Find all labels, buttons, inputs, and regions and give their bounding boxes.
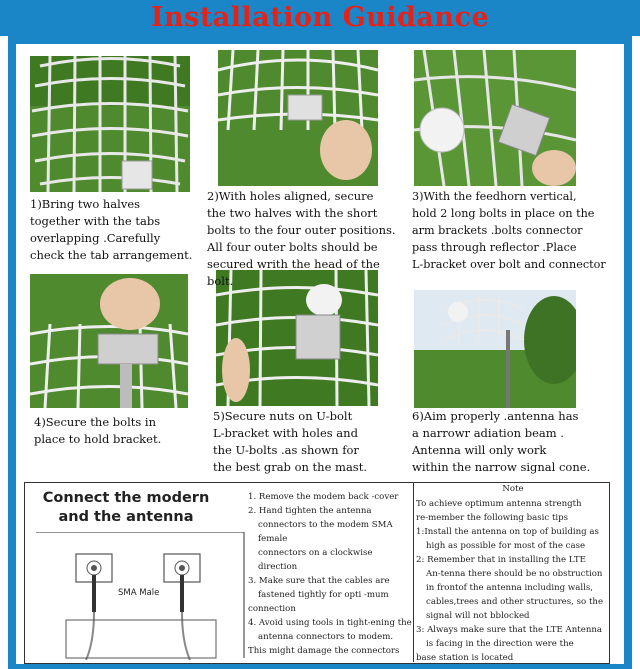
step1-photo	[30, 56, 190, 192]
note-line: 3: Always make sure that the LTE Antenna	[416, 625, 603, 635]
note-heading: Note	[502, 484, 524, 494]
tip-line: 3. Make sure that the cables are	[248, 576, 390, 586]
tip-line: antenna connectors to modem.	[258, 632, 394, 642]
tip-line: 2. Hand tighten the antenna	[248, 506, 372, 516]
tip-line: connectors to the modem SMA female	[258, 520, 393, 544]
step6-photo	[414, 290, 576, 408]
note-line: 1:Install the antenna on top of building as	[416, 527, 599, 537]
tip-line: fastened tightly for opti -mum	[258, 590, 389, 600]
note-line: base station is located	[416, 653, 514, 663]
step5-caption: 5)Secure nuts on U-bolt L-bracket with holes and the U-bolts .as shown for the best grab on the mast.	[213, 409, 367, 474]
step1-caption: 1)Bring two halves together with the tabs overlapping .Carefully check the tab arrangement.	[30, 197, 193, 262]
tip-line: This might damage the connectors	[248, 646, 400, 656]
note-text	[416, 497, 606, 665]
step4-caption: 4)Secure the bolts in place to hold bracket.	[34, 415, 162, 446]
step4-photo	[30, 274, 188, 408]
note-line: signal will not bblocked	[426, 611, 530, 621]
note-line: in frontof the antenna including walls,	[426, 583, 593, 593]
sma-male-label: SMA Male	[118, 588, 160, 598]
connection-tips	[248, 490, 413, 658]
step3-caption: 3)With the feedhorn vertical, hold 2 long bolts in place on the arm brackets .bolts connector pass through reflector .Place L-bracket over bolt and connector	[412, 190, 606, 271]
note-line: is facing in the direction were the	[426, 639, 574, 649]
step2-photo	[218, 50, 378, 186]
step5-photo	[216, 270, 378, 406]
note-line: high as possible for most of the case	[426, 541, 586, 551]
step6-caption: 6)Aim properly .antenna has a narrowr adiation beam . Antenna will only work within the narrow signal cone.	[412, 409, 591, 474]
note-divider	[413, 482, 414, 662]
note-line: An-tenna there should be no obstruction	[426, 569, 603, 579]
note-line: 2: Remember that in installing the LTE	[416, 555, 586, 565]
note-line: To achieve optimum antenna strength	[416, 499, 582, 509]
connection-title: Connect the modern and the antenna	[42, 490, 210, 525]
tip-line: 1. Remove the modem back -cover	[248, 492, 399, 502]
tip-line: 4. Avoid using tools in tight-ening the	[248, 618, 412, 628]
tip-line: connectors on a clockwise direction	[258, 548, 373, 572]
note-line: cables,trees and other structures, so the	[426, 597, 604, 607]
page-title: Installation Guidance	[150, 2, 490, 33]
step2-caption: 2)With holes aligned, secure the two halves with the short bolts to the four outer positions. All four outer bolts should be secured writh the head of the bolt.	[207, 189, 396, 288]
note-line: re-member the following basic tips	[416, 513, 569, 523]
tip-line: connection	[248, 604, 296, 614]
step3-photo	[414, 50, 576, 186]
